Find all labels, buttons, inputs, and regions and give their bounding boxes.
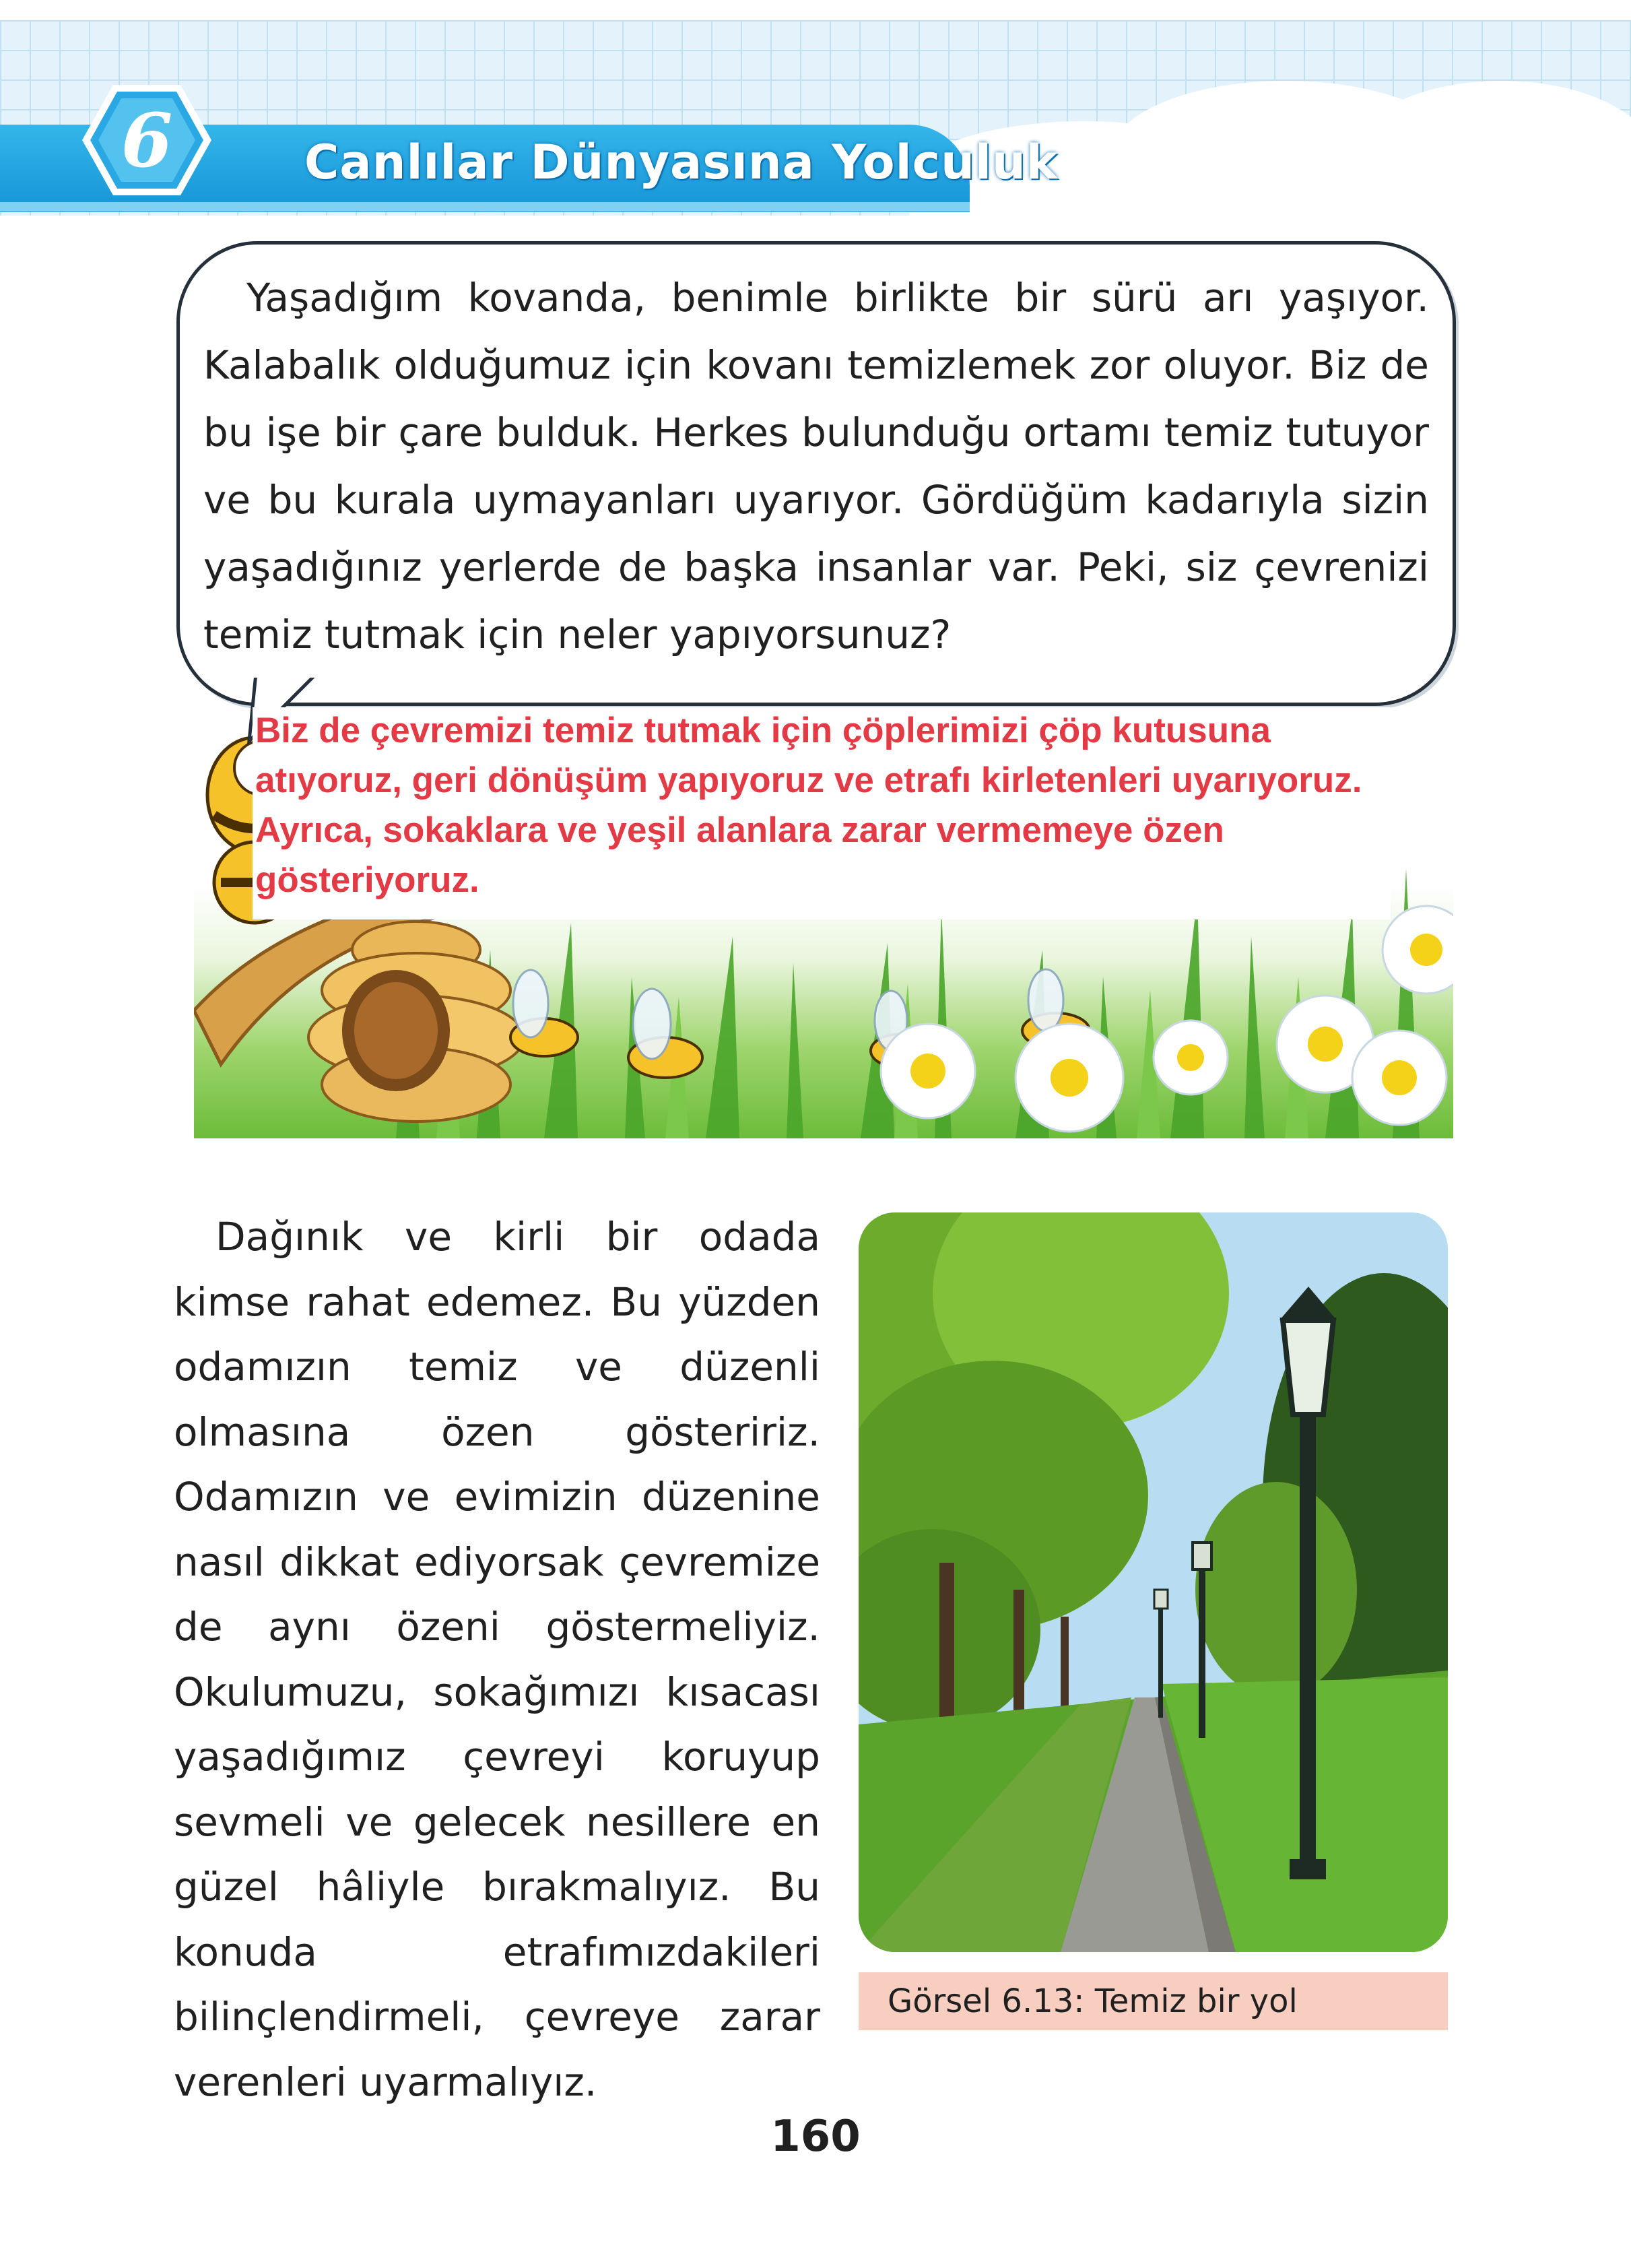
daisy-flower-icon	[881, 906, 1453, 1132]
park-path-photo	[859, 1212, 1448, 1952]
park-path-image	[859, 1212, 1448, 1952]
body-paragraph: Dağınık ve kirli bir odada kimse rahat edemez. Bu yüzden odamızın temiz ve düzenli olmasına özen gösteririz. Odamızın ve evimizin düzenine nasıl dikkat ediyorsak çevremize de aynı özeni göstermeliyiz. Okulumuzu, sokağımızı kısacası yaşadığımız çevreyi koruyup sevmeli ve gelecek nesillere en güzel hâliyle bırakmalıyız. Bu konuda etrafımızdakileri bilinçlendirmeli, çevreye zarar verenleri uyarmalıyız.	[174, 1214, 820, 2105]
title-band-stripe	[0, 202, 970, 212]
flying-bee-icon	[510, 1013, 1090, 1078]
chapter-badge	[79, 79, 214, 201]
page-number: 160	[770, 2112, 861, 2162]
answer-text: Biz de çevremizi temiz tutmak için çöplerimizi çöp kutusuna atıyoruz, geri dönüşüm yapıyoruz ve etrafı kirletenleri uyarıyoruz. Ayrıca, sokaklara ve yeşil alanlara zarar vermemeye özen gösteriyoruz.	[255, 711, 1362, 900]
chapter-header	[0, 0, 1631, 222]
chapter-title: Canlılar Dünyasına Yolculuk	[304, 135, 1059, 190]
photo-caption: Görsel 6.13: Temiz bir yol	[888, 1982, 1298, 2020]
chapter-number: 6	[121, 96, 173, 184]
speech-bubble-text: Yaşadığım kovanda, benimle birlikte bir sürü arı yaşıyor. Kalabalık olduğumuz için kovanı temizlemek zor oluyor. Biz de bu işe bir çare bulduk. Herkes bulunduğu ortamı temiz tutuyor ve bu kurala uymayanları uyarıyor. Gördüğüm kadarıyla sizin yaşadığınız yerlerde de başka insanlar var. Peki, siz çevrenizi temiz tutmak için neler yapıyorsunuz?	[203, 275, 1429, 657]
